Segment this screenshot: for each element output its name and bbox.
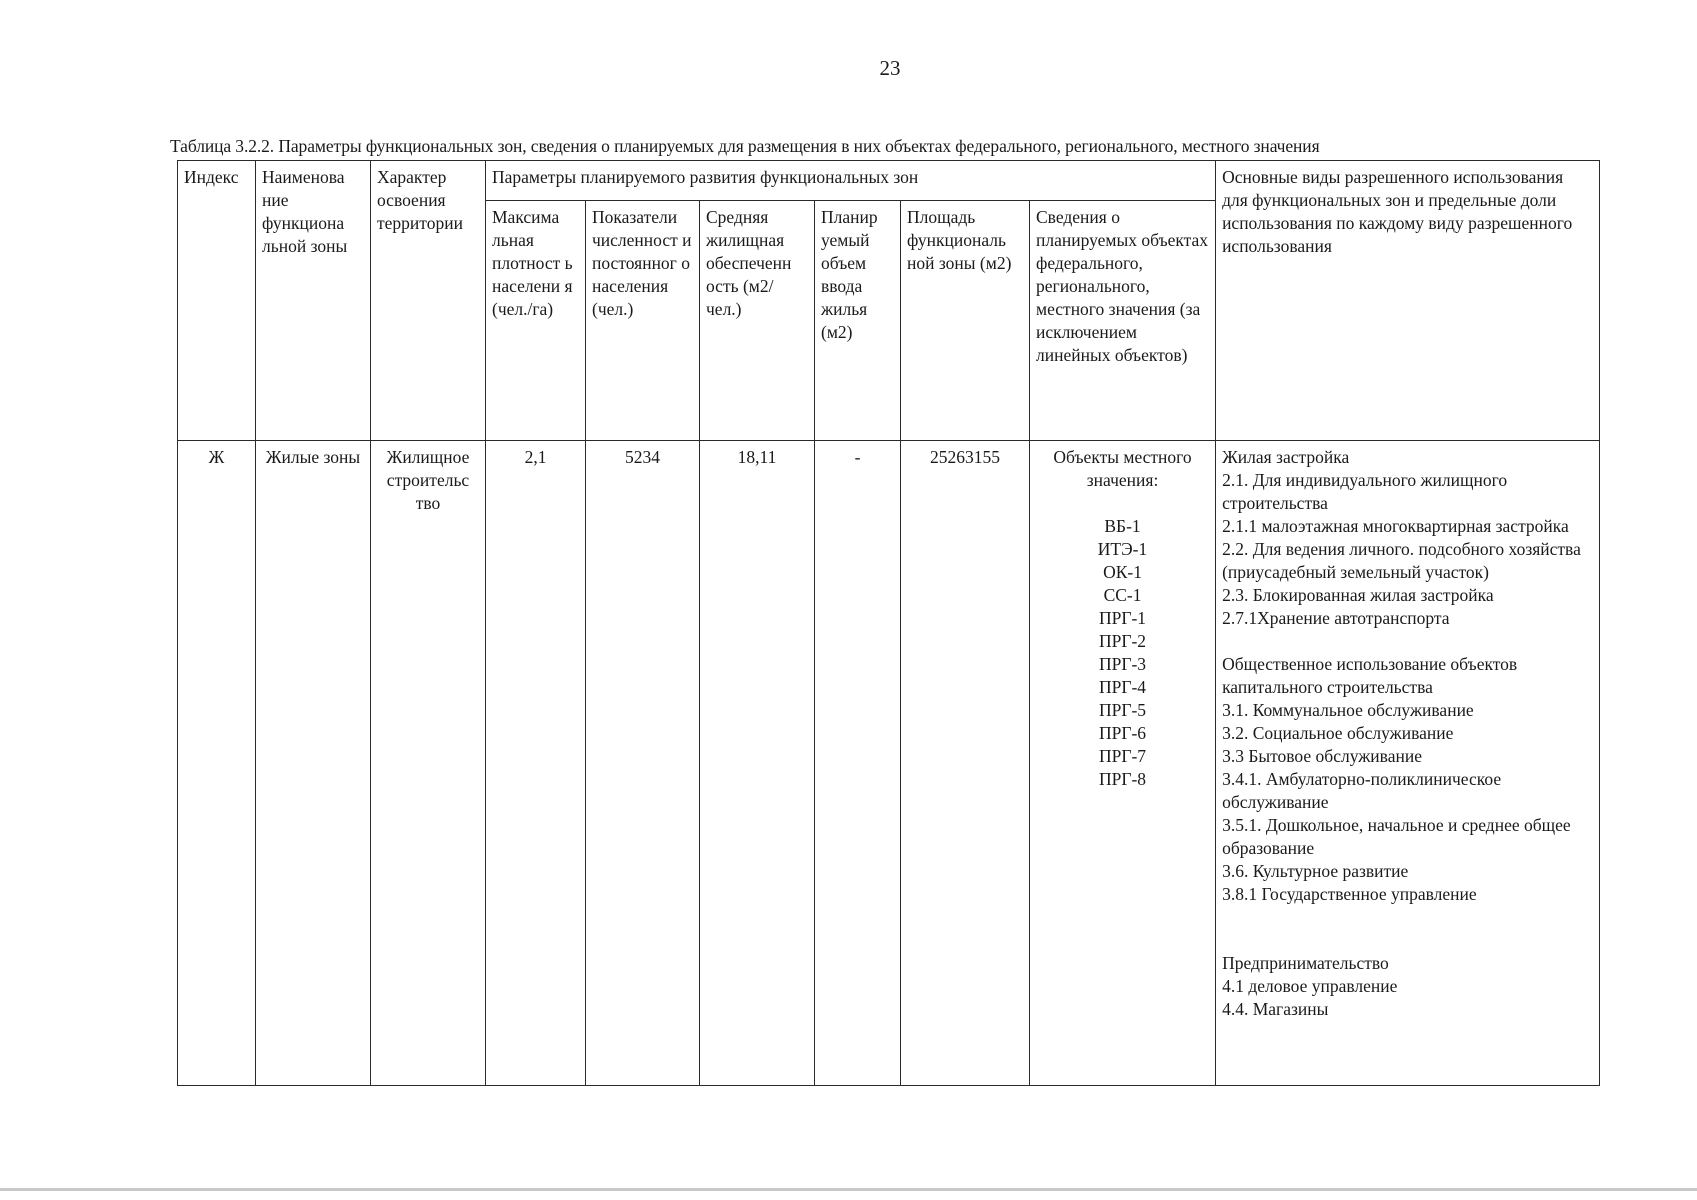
header-housing: Средняя жилищная обеспеченн ость (м2/чел.): [700, 201, 815, 441]
header-max-density: Максима льная плотност ь населени я (чел./га): [486, 201, 586, 441]
header-allowed-uses: Основные виды разрешенного использования для функциональных зон и предельные доли использования по каждому виду разрешенного использования: [1216, 161, 1600, 441]
header-objects-info: Сведения о планируемых объектах федерального, регионального, местного значения (за исключением линейных объектов): [1030, 201, 1216, 441]
header-planned-params: Параметры планируемого развития функциональных зон: [486, 161, 1216, 201]
header-zone-area: Площадь функциональ ной зоны (м2): [901, 201, 1030, 441]
table-caption: Таблица 3.2.2. Параметры функциональных зон, сведения о планируемых для размещения в них объектах федерального, регионального, местного значения: [170, 136, 1320, 156]
cell-population: 5234: [586, 441, 700, 1086]
header-row-1: [178, 161, 1600, 201]
cell-planned-volume: -: [815, 441, 901, 1086]
cell-allowed-uses: Жилая застройка 2.1. Для индивидуального жилищного строительства 2.1.1 малоэтажная многоквартирная застройка 2.2. Для ведения личного. подсобного хозяйства (приусадебный земельный участок) 2.3. Блокированная жилая застройка 2.7.1Хранение автотранспорта Общественное использование объектов капитального строительства 3.1. Коммунальное обслуживание 3.2. Социальное обслуживание 3.3 Бытовое обслуживание 3.4.1. Амбулаторно-поликлиническое обслуживание 3.5.1. Дошкольное, начальное и среднее общее образование 3.6. Культурное развитие 3.8.1 Государственное управление Предпринимательство 4.1 деловое управление 4.4. Магазины: [1216, 441, 1600, 1086]
cell-zone-area: 25263155: [901, 441, 1030, 1086]
header-character: Характер освоения территории: [371, 161, 486, 441]
cell-objects-info: Объекты местного значения: ВБ-1 ИТЭ-1 ОК-1 СС-1 ПРГ-1 ПРГ-2 ПРГ-3 ПРГ-4 ПРГ-5 ПРГ-6 ПРГ-7 ПРГ-8: [1030, 441, 1216, 1086]
header-index: Индекс: [178, 161, 256, 441]
cell-max-density: 2,1: [486, 441, 586, 1086]
cell-housing: 18,11: [700, 441, 815, 1086]
header-zone-name: Наименова ние функциона льной зоны: [256, 161, 371, 441]
header-population: Показатели численност и постоянног о населения (чел.): [586, 201, 700, 441]
cell-index: Ж: [178, 441, 256, 1086]
table-row: [178, 441, 1600, 1086]
zone-parameters-table: [177, 160, 1600, 1086]
page-number: 23: [879, 56, 901, 80]
header-planned-volume: Планир уемый объем ввода жилья (м2): [815, 201, 901, 441]
cell-zone-name: Жилые зоны: [256, 441, 371, 1086]
scan-bottom-edge: [0, 1188, 1697, 1191]
cell-character: Жилищное строительс тво: [371, 441, 486, 1086]
